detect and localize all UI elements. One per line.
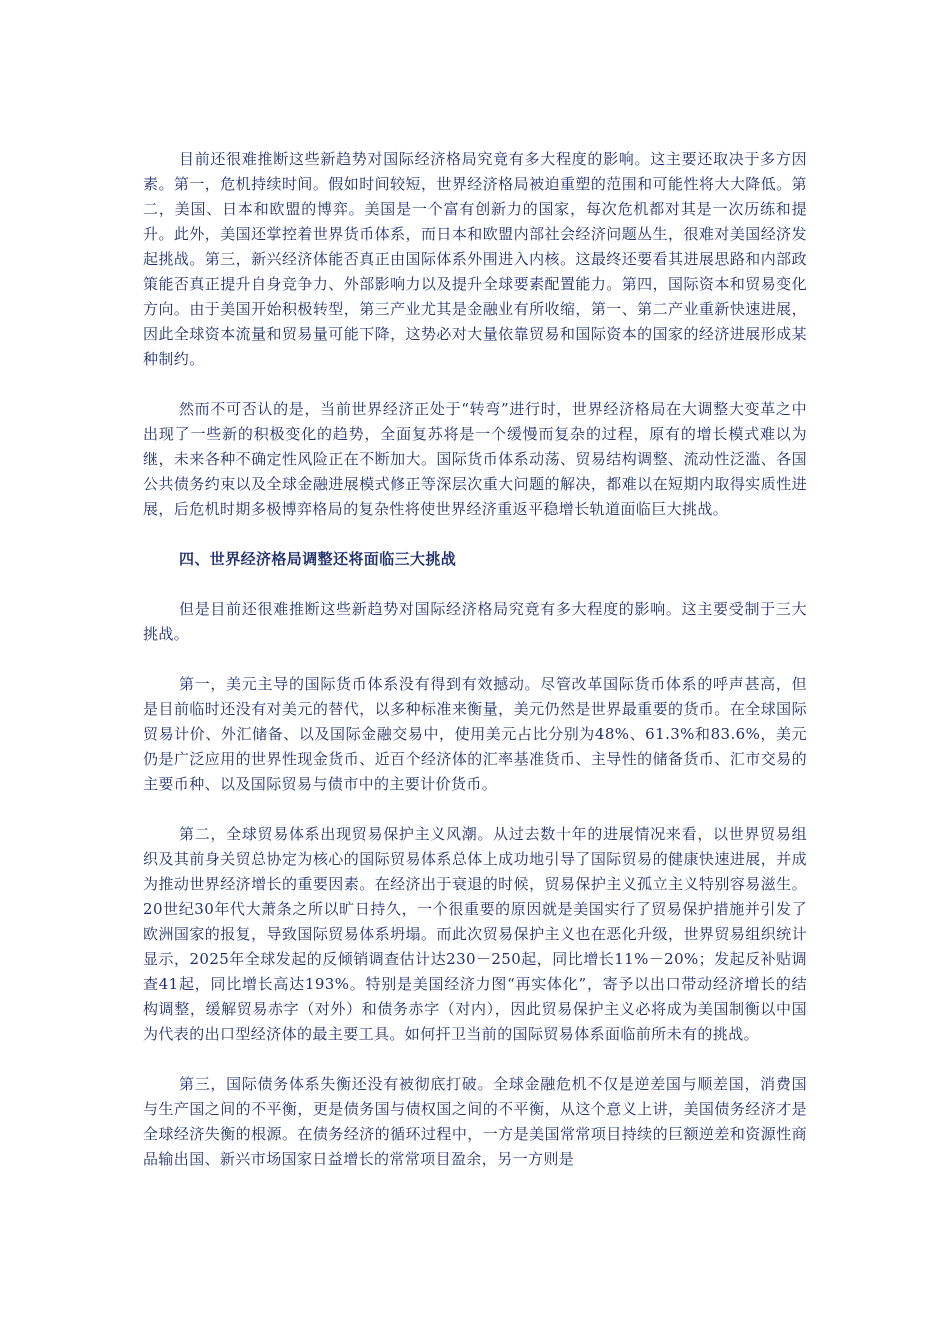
section-heading: 四、世界经济格局调整还将面临三大挑战 — [179, 550, 457, 568]
paragraph-5: 第二，全球贸易体系出现贸易保护主义风潮。从过去数十年的进展情况来看，以世界贸易组织及其前身关贸总协定为核心的国际贸易体系总体上成功地引导了国际贸易的健康快速进展，并成为推动世界经济增长的重要因素。在经济出于衰退的时候，贸易保护主义孤立主义特别容易滋生。20世纪30年代大萧条之所以旷日持久，一个很重要的原因就是美国实行了贸易保护措施并引发了欧洲国家的报复，导致国际贸易体系坍塌。而此次贸易保护主义也在恶化升级，世界贸易组织统计显示，2025年全球发起的反倾销调查估计达230－250起，同比增长11%－20%；发起反补贴调查41起，同比增长高达193%。特别是美国经济力图“再实体化”，寄予以出口带动经济增长的结构调整，缓解贸易赤字（对外）和债务赤字（对内），因此贸易保护主义必将成为美国制衡以中国为代表的出口型经济体的最主要工具。如何扞卫当前的国际贸易体系面临前所未有的挑战。 — [143, 825, 807, 1043]
document-body — [143, 147, 807, 1197]
paragraph-2: 然而不可否认的是，当前世界经济正处于“转弯”进行时，世界经济格局在大调整大变革之中出现了一些新的积极变化的趋势，全面复苏将是一个缓慢而复杂的过程，原有的增长模式难以为继，未来各种不确定性风险正在不断加大。国际货币体系动荡、贸易结构调整、流动性泛滥、各国公共债务约束以及全球金融进展模式修正等深层次重大问题的解决，都难以在短期内取得实质性进展，后危机时期多极博弈格局的复杂性将使世界经济重返平稳增长轨道面临巨大挑战。 — [143, 400, 807, 518]
paragraph-6: 第三，国际债务体系失衡还没有被彻底打破。全球金融危机不仅是逆差国与顺差国，消费国与生产国之间的不平衡，更是债务国与债权国之间的不平衡，从这个意义上讲，美国债务经济才是全球经济失衡的根源。在债务经济的循环过程中，一方是美国常常项目持续的巨额逆差和资源性商品输出国、新兴市场国家日益增长的常常项目盈余，另一方则是 — [143, 1075, 807, 1168]
paragraph-4: 第一，美元主导的国际货币体系没有得到有效撼动。尽管改革国际货币体系的呼声甚高，但是目前临时还没有对美元的替代，以多种标准来衡量，美元仍然是世界最重要的货币。在全球国际贸易计价、外汇储备、以及国际金融交易中，使用美元占比分别为48%、61.3%和83.6%，美元仍是广泛应用的世界性现金货币、近百个经济体的汇率基准货币、主导性的储备货币、汇市交易的主要币种、以及国际贸易与债市中的主要计价货币。 — [143, 675, 807, 793]
paragraph-3: 但是目前还很难推断这些新趋势对国际经济格局究竟有多大程度的影响。这主要受制于三大挑战。 — [143, 600, 807, 643]
paragraph-1: 目前还很难推断这些新趋势对国际经济格局究竟有多大程度的影响。这主要还取决于多方因素。第一，危机持续时间。假如时间较短，世界经济格局被迫重塑的范围和可能性将大大降低。第二，美国、日本和欧盟的博弈。美国是一个富有创新力的国家，每次危机都对其是一次历练和提升。此外，美国还掌控着世界货币体系，而日本和欧盟内部社会经济问题丛生，很难对美国经济发起挑战。第三，新兴经济体能否真正由国际体系外围进入内核。这最终还要看其进展思路和内部政策能否真正提升自身竞争力、外部影响力以及提升全球要素配置能力。第四，国际资本和贸易变化方向。由于美国开始积极转型，第三产业尤其是金融业有所收缩，第一、第二产业重新快速进展，因此全球资本流量和贸易量可能下降，这势必对大量依靠贸易和国际资本的国家的经济进展形成某种制约。 — [143, 150, 807, 368]
